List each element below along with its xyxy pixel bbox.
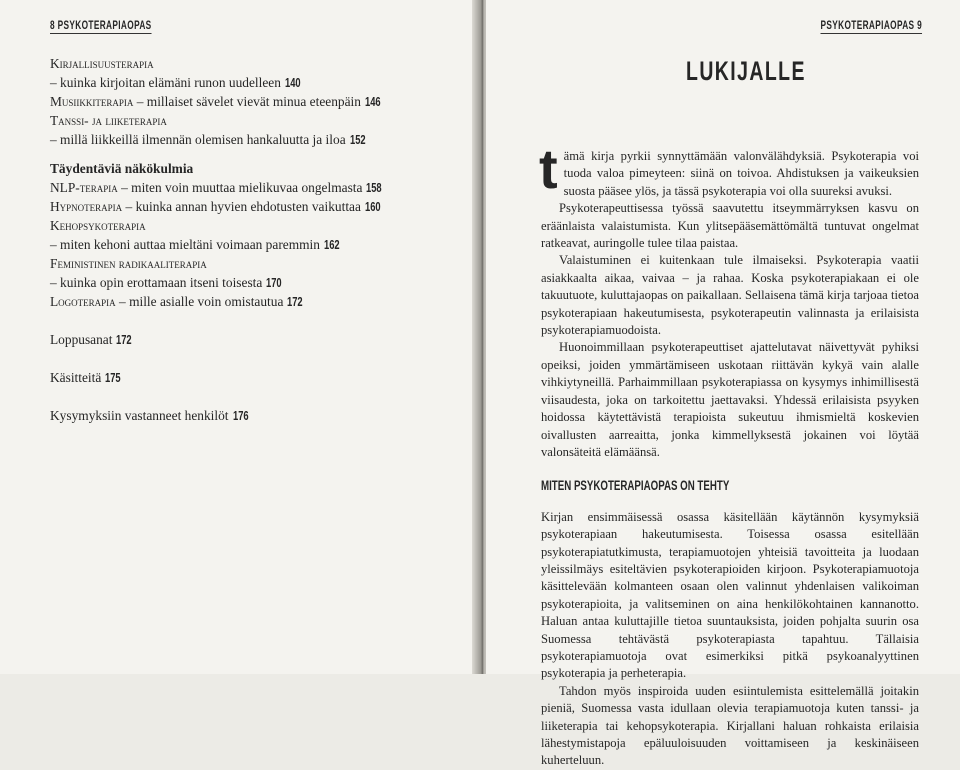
toc-entry: [50, 197, 450, 216]
toc-entry-text: – millaiset sävelet vievät minua eteenpäin: [133, 94, 361, 109]
toc-page-number: 146: [364, 94, 381, 109]
toc-entry-text: Kysymyksiin vastanneet henkilöt: [50, 408, 229, 423]
toc-entry-title: Hypnoterapia: [50, 199, 123, 214]
toc-entry-text: – kuinka opin erottamaan itseni toisesta: [50, 275, 263, 290]
toc-entry-title: Logoterapia: [50, 294, 116, 309]
toc-entry-title: Musiikkiterapia: [50, 94, 134, 109]
toc-entry: [50, 273, 450, 292]
toc-page-number: 152: [349, 132, 366, 147]
left-page: [0, 0, 478, 674]
body-paragraph: Huonoimmillaan psykoterapeuttiset ajattelutavat näivettyvät pyhiksi opeiksi, joiden ymmärtämiseen uskotaan riittävän kykyä vain alalle vihkiytyneillä. Parhaimmillaan psykoterapiassa on kysymys inhimillisestä viisaudesta, joka on tarkoitettu jaettavaksi. Yhdessä erilaisista psyyken hoidossa käytettävistä terapioista sukeutuu ihmismieltä koskevien oivallusten aarreaitta, jonka kimmellyksestä jokainen voi löytää valonsäteitä elämäänsä.: [541, 340, 919, 459]
toc-page-number: 158: [366, 180, 383, 195]
toc-entry: [50, 216, 450, 235]
right-running-header: PSYKOTERAPIAOPAS 9: [820, 20, 922, 32]
chapter-title: LUKIJALLE: [686, 56, 806, 86]
toc-entry: [50, 330, 450, 349]
toc-entry-text: – miten voin muuttaa mielikuvaa ongelmasta: [117, 180, 363, 195]
toc-entry: [50, 254, 450, 273]
toc-entry-text: – mille asialle voin omistautua: [115, 294, 284, 309]
toc-page-number: 172: [287, 294, 304, 309]
intro-paragraph: [539, 137, 919, 200]
toc-entry-text: – miten kehoni auttaa mieltäni voimaan paremmin: [50, 237, 320, 252]
toc-heading: Kirjallisuusterapia: [50, 56, 154, 71]
toc-entry-text: Käsitteitä: [50, 370, 102, 385]
toc-page-number: 172: [116, 332, 133, 347]
intro-text: ämä kirja pyrkii synnyttämään valonvälähdyksiä. Psykoterapia voi tuoda valoa pimeyteen: siinä on toivoa. Ahdistuksen ja vaikeuksien suosta pääsee ylös, ja tässä psykoterapia voi olla suureksi avuksi.: [563, 149, 919, 198]
toc-page-number: 140: [284, 75, 301, 90]
toc-entry: [50, 235, 450, 254]
toc-entry: [50, 406, 450, 425]
toc-heading: Tanssi- ja liiketerapia: [50, 113, 167, 128]
toc-entry-text: – kuinka annan hyvien ehdotusten vaikuttaa: [122, 199, 361, 214]
toc-entry-text: – millä liikkeillä ilmennän olemisen hankaluutta ja iloa: [50, 132, 346, 147]
toc-entry-title: Kehopsykoterapia: [50, 218, 146, 233]
toc-page-number: 160: [364, 199, 381, 214]
body-paragraph: Kirjan ensimmäisessä osassa käsitellään käytännön kysymyksiä psykoterapiaan hakeutumisesta. Toisessa osassa esitellään psykoterapiatutkimusta, terapiamuotojen yhteisiä tavoitteita ja luodaan yleissilmäys esiteltävien psykoterapioiden kirjoon. Psykoterapiamuotoja käsittelevään kolmanteen osaan olen valinnut yhdenlaisen valikoiman psykoterapioita, ja valitseminen on aina henkilökohtainen kannanotto. Haluan antaa kuluttajille tietoa suuntauksista, joiden pohjalta suurin osa Suomessa tehtävästä psykoterapiasta tapahtuu. Tällaisia psykoterapiamuotoja ovat esimerkiksi pitkä psykoanalyyttinen psykoterapia ja perheterapia.: [541, 509, 919, 681]
table-of-contents: [50, 54, 450, 425]
toc-entry-text: Loppusanat: [50, 332, 113, 347]
toc-entry: [50, 130, 450, 149]
section-subheading: MITEN PSYKOTERAPIAOPAS ON TEHTY: [541, 478, 730, 494]
body-paragraph: Valaistuminen ei kuitenkaan tule ilmaiseksi. Psykoterapia vaatii asiakkaalta aikaa, vaivaa – ja rahaa. Koska psykoterapiakaan ei ole takuutuote, kuluttajaopas on paikallaan. Sellaisena tämä kirja tarjoaa tietoa psykoterapiaan hakeutumisesta, psykoterapeutin valinnasta ja erilaisista psykoterapiamuodoista.: [541, 253, 919, 338]
right-page: [486, 0, 960, 768]
toc-entry: [50, 73, 450, 92]
toc-page-number: 176: [232, 408, 249, 423]
chapter-body: [539, 137, 919, 770]
toc-entry: [50, 292, 450, 311]
toc-page-number: 162: [323, 237, 340, 252]
drop-cap: t: [539, 137, 558, 200]
toc-page-number: 170: [266, 275, 282, 290]
toc-entry-title: Feministinen radikaaliterapia: [50, 256, 207, 271]
body-paragraph: Psykoterapeuttisessa työssä saavutettu itseymmärryksen kasvu on eräänlaista valaistumista. Kun ylitsepääsemättömältä tuntuvat ongelmat ratkeavat, auringolle tulee tilaa paistaa.: [541, 201, 919, 251]
left-running-header: 8 PSYKOTERAPIAOPAS: [50, 20, 152, 32]
body-paragraph: Tahdon myös inspiroida uuden esiintulemista esittelemällä joitakin pieniä, Suomessa vasta idullaan olevia terapiamuotoja kuten tanssi- ja liiketerapia tai kehopsykoterapia. Kirjallani haluan rohkaista erilaisia lähestymistapoja epäluuloisuuden voittamiseen ja keskinäiseen kuherteluun.: [541, 683, 919, 768]
toc-section-title: Täydentäviä näkökulmia: [50, 161, 194, 176]
toc-entry: [50, 178, 450, 197]
toc-entry: [50, 92, 450, 111]
toc-entry-text: – kuinka kirjoitan elämäni runon uudelleen: [50, 75, 281, 90]
toc-entry-title: NLP-terapia: [50, 180, 118, 195]
toc-entry: [50, 368, 450, 387]
toc-page-number: 175: [105, 370, 121, 385]
